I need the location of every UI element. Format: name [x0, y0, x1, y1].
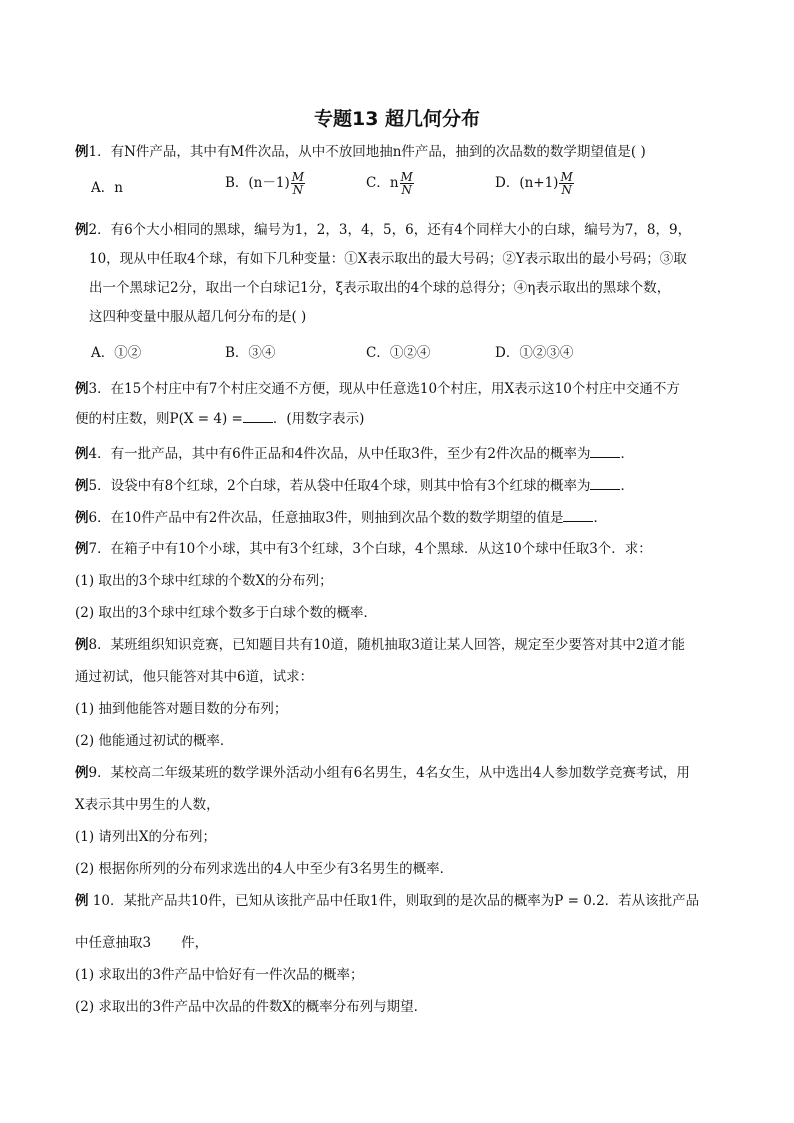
example-1-option-b: B．(n－1) $\frac{M}{N}$: [225, 170, 305, 197]
example-label: 例: [75, 541, 89, 557]
fraction: $\frac{M}{N}$: [400, 170, 413, 197]
example-2-option-a: A．①②: [91, 345, 142, 361]
example-label: 例: [75, 478, 89, 494]
example-3-line-2: 便的村庄数，则P(X = 4) = ．(用数字表示): [75, 408, 364, 429]
example-8-line-2: 通过初试，他只能答对其中6道，试求：: [75, 669, 314, 685]
example-7-part-2: (2) 取出的3个球中红球个数多于白球个数的概率．: [75, 605, 378, 621]
example-2-option-d: D．①②③④: [495, 345, 574, 361]
example-2-option-c: C．①②④: [366, 345, 431, 361]
fraction: $\frac{M}{N}$: [291, 170, 305, 197]
example-label: 例: [75, 893, 89, 909]
fraction: $\frac{M}{N}$: [560, 170, 573, 197]
example-9-part-2: (2) 根据你所列的分布列求选出的4人中至少有3名男生的概率．: [75, 861, 454, 877]
example-8-part-2: (2) 他能通过初试的概率．: [75, 733, 234, 749]
example-8-part-1: (1) 抽到他能答对题目数的分布列；: [75, 701, 288, 717]
example-2-option-b: B．③④: [225, 345, 276, 361]
example-10-line-2: 中任意抽取3 件，: [75, 935, 209, 951]
example-4-question: 例4．有一批产品，其中有6件正品和4件次品，从中任取3件，至少有2件次品的概率为 ．: [75, 443, 634, 464]
example-label: 例: [75, 510, 89, 526]
example-7-question: 例7．在箱子中有10个小球，其中有3个红球，3个白球，4个黑球．从这10个球中任取3个．求：: [75, 541, 652, 557]
example-1-option-a: A．n: [91, 180, 123, 196]
example-2-line-4: 这四种变量中服从超几何分布的是( ): [89, 309, 307, 325]
example-label: 例: [75, 144, 89, 160]
example-8-line-1: 例8．某班组织知识竞赛，已知题目共有10道，随机抽取3道让某人回答，规定至少要答对其中2道才能: [75, 637, 685, 653]
example-9-line-1: 例9．某校高二年级某班的数学课外活动小组有6名男生，4名女生，从中选出4人参加数学竞赛考试，用: [75, 765, 690, 781]
example-label: 例: [75, 765, 89, 781]
example-10-line-1: 例 10．某批产品共10件，已知从该批产品中任取1件，则取到的是次品的概率为P = 0.2．若从该批产品: [75, 893, 700, 909]
example-7-part-1: (1) 取出的3个球中红球的个数X的分布列；: [75, 573, 333, 589]
example-9-part-1: (1) 请列出X的分布列；: [75, 829, 217, 845]
example-10-part-1: (1) 求取出的3件产品中恰好有一件次品的概率；: [75, 967, 364, 983]
page-title: 专题13 超几何分布: [313, 108, 481, 130]
example-1-option-d: D．(n+1) $\frac{M}{N}$: [495, 170, 573, 197]
example-2-line-2: 10，现从中任取4个球，有如下几种变量：①X表示取出的最大号码；②Y表示取出的最小号码；③取: [89, 251, 687, 267]
answer-blank: [563, 507, 593, 522]
example-label: 例: [75, 222, 89, 238]
example-label: 例: [75, 446, 89, 462]
answer-blank: [590, 475, 620, 490]
example-10-part-2: (2) 求取出的3件产品中次品的件数X的概率分布列与期望．: [75, 999, 428, 1015]
example-2-line-1: 例2．有6个大小相同的黑球，编号为1，2，3，4，5，6，还有4个同样大小的白球，编号为7，8，9，: [75, 222, 692, 238]
example-label: 例: [75, 637, 89, 653]
example-1-option-c: C．n $\frac{M}{N}$: [366, 170, 413, 197]
example-5-question: 例5．设袋中有8个红球，2个白球，若从袋中任取4个球，则其中恰有3个红球的概率为 ．: [75, 475, 634, 496]
example-label: 例: [75, 381, 89, 397]
answer-blank: [590, 443, 620, 458]
example-1-question: 例1．有N件产品，其中有M件次品，从中不放回地抽n件产品，抽到的次品数的数学期望值是( ): [75, 144, 646, 160]
answer-blank: [243, 408, 273, 423]
example-3-line-1: 例3．在15个村庄中有7个村庄交通不方便，现从中任意选10个村庄，用X表示这10个村庄中交通不方: [75, 381, 680, 397]
example-2-line-3: 出一个黑球记2分，取出一个白球记1分，ξ表示取出的4个球的总得分；④η表示取出的黑球个数，: [89, 280, 671, 296]
example-9-line-2: X表示其中男生的人数，: [75, 797, 220, 813]
example-6-question: 例6．在10件产品中有2件次品，任意抽取3件，则抽到次品个数的数学期望的值是 ．: [75, 507, 607, 528]
